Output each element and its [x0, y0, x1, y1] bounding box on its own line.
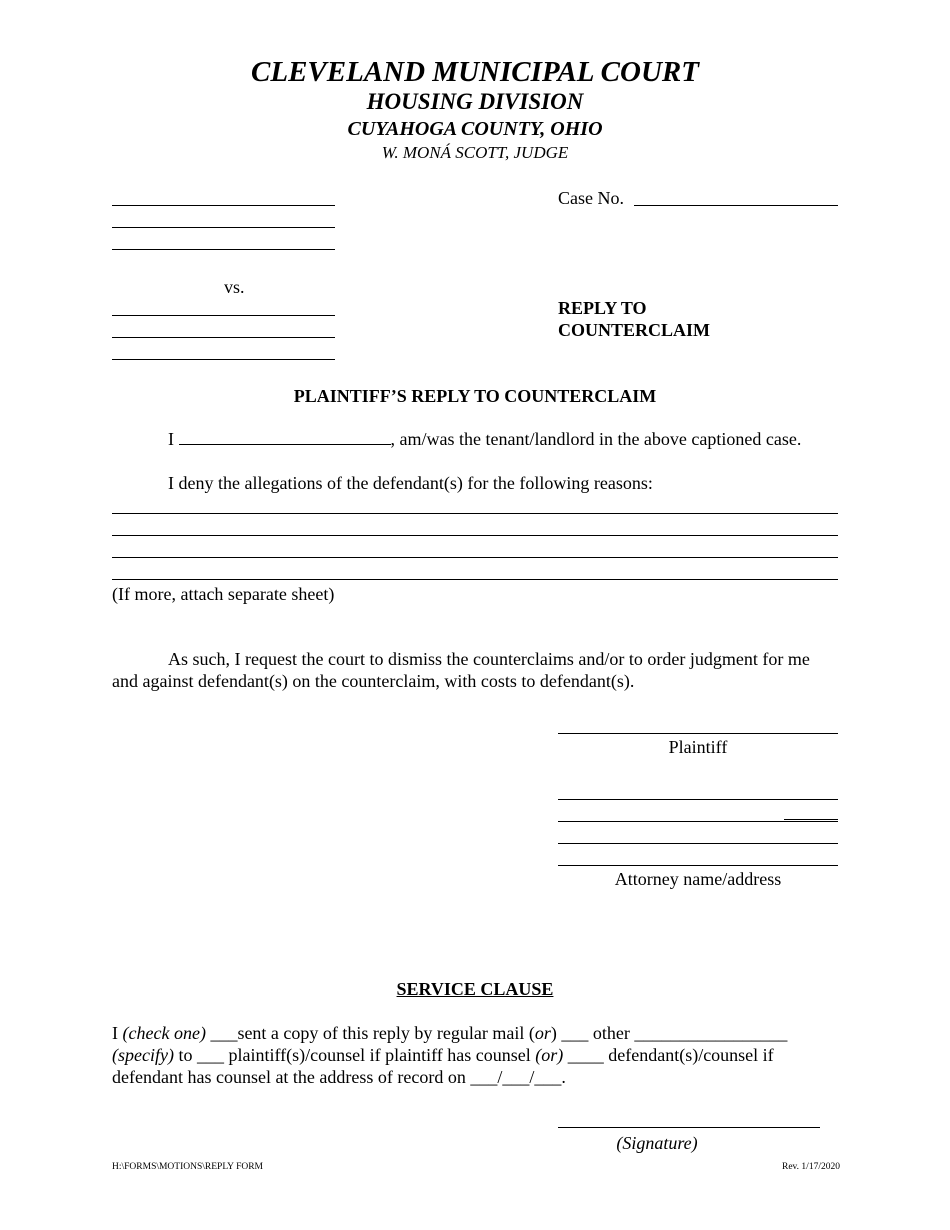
service-line-1: [112, 1022, 839, 1044]
reason-line-2[interactable]: [112, 535, 838, 536]
document-title-line-1: REPLY TO: [558, 298, 647, 318]
court-title: CLEVELAND MUNICIPAL COURT: [251, 56, 699, 88]
plaintiff-name-line-2[interactable]: [112, 227, 335, 228]
specify-note: (specify): [112, 1045, 174, 1065]
party-name-field[interactable]: [179, 428, 391, 445]
service-line-3: defendant has counsel at the address of record on ___/___/___.: [112, 1067, 566, 1087]
plaintiff-name-line-3[interactable]: [112, 249, 335, 250]
deny-statement: I deny the allegations of the defendant(s) for the following reasons:: [168, 473, 653, 493]
service-text: ___sent a copy of this reply by regular mail (: [205, 1023, 535, 1043]
revision-date: Rev. 1/17/2020: [782, 1162, 840, 1172]
service-clause-title: SERVICE CLAUSE: [396, 979, 554, 999]
case-number-field[interactable]: [634, 205, 838, 206]
county-title: CUYAHOGA COUNTY, OHIO: [347, 118, 603, 140]
service-text: ____ defendant(s)/counsel if: [563, 1045, 774, 1065]
plaintiff-name-line-1[interactable]: [112, 205, 335, 206]
form-path: H:\FORMS\MOTIONS\REPLY FORM: [112, 1162, 263, 1172]
or-word: (or): [535, 1045, 564, 1065]
signature-label: (Signature): [616, 1133, 698, 1153]
request-line-2: and against defendant(s) on the counterclaim, with costs to defendant(s).: [112, 671, 635, 691]
plaintiff-signature-line[interactable]: [558, 733, 838, 734]
division-title: HOUSING DIVISION: [366, 89, 584, 114]
defendant-name-line-3[interactable]: [112, 359, 335, 360]
defendant-name-line-2[interactable]: [112, 337, 335, 338]
document-title-line-2: COUNTERCLAIM: [558, 320, 711, 340]
attorney-label: Attorney name/address: [614, 869, 782, 889]
service-text: to ___ plaintiff(s)/counsel if plaintiff has counsel: [173, 1045, 536, 1065]
attorney-line-4[interactable]: [558, 865, 838, 866]
reason-line-3[interactable]: [112, 557, 838, 558]
defendant-name-line-1[interactable]: [112, 315, 335, 316]
attorney-line-2[interactable]: [558, 821, 838, 822]
statement-suffix: , am/was the tenant/landlord in the above captioned case.: [390, 429, 802, 449]
check-one-note: (check one): [122, 1023, 206, 1043]
statement-prefix: I: [168, 429, 174, 449]
plaintiff-label: Plaintiff: [668, 737, 728, 757]
or-word: or: [534, 1023, 551, 1043]
case-number-label: Case No.: [558, 188, 624, 208]
service-signature-line[interactable]: [558, 1127, 820, 1128]
attorney-line-3[interactable]: [558, 843, 838, 844]
section-title: PLAINTIFF’S REPLY TO COUNTERCLAIM: [293, 386, 657, 406]
attach-note: (If more, attach separate sheet): [112, 584, 335, 604]
request-line-1: As such, I request the court to dismiss the counterclaims and/or to order judgment for me: [168, 649, 810, 669]
statement-line: [168, 428, 801, 450]
attorney-line-2-extra: [784, 819, 838, 820]
judge-name: W. MONÁ SCOTT, JUDGE: [381, 143, 569, 162]
reason-line-1[interactable]: [112, 513, 838, 514]
attorney-line-1[interactable]: [558, 799, 838, 800]
reason-line-4[interactable]: [112, 579, 838, 580]
service-line-2: [112, 1044, 839, 1066]
service-text: I: [112, 1023, 123, 1043]
service-text: ) ___ other _________________: [550, 1023, 788, 1043]
versus-label: vs.: [224, 277, 245, 297]
